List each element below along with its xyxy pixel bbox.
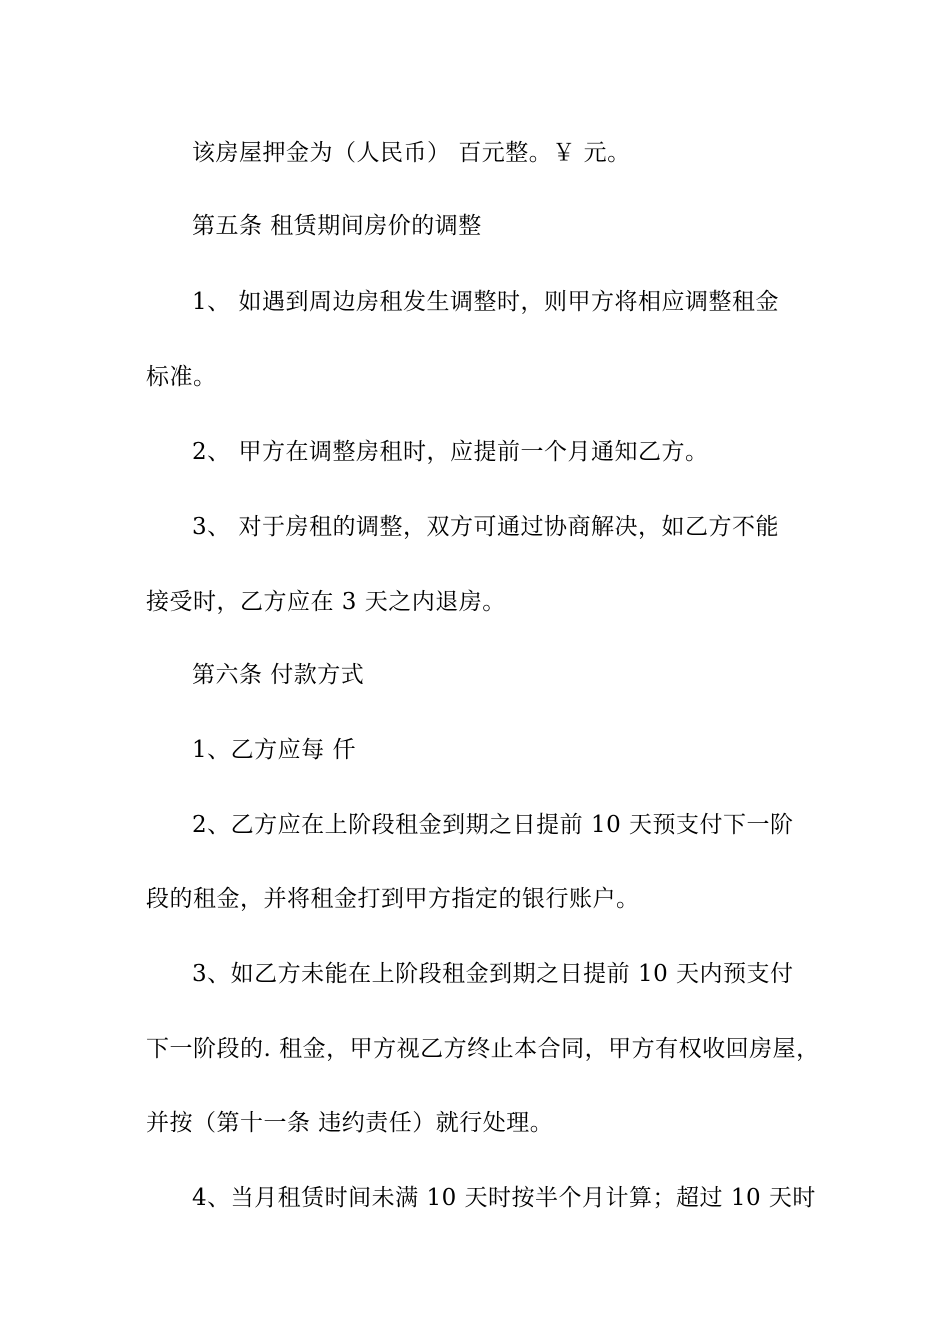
clause-5-1-line-1: 1、 如遇到周边房租发生调整时，则甲方将相应调整租金 — [192, 289, 779, 315]
article-6-heading: 第六条 付款方式 — [192, 662, 365, 688]
clause-6-2-line-1: 2、乙方应在上阶段租金到期之日提前 10 天预支付下一阶 — [192, 812, 794, 838]
clause-6-4-line-1: 4、当月租赁时间未满 10 天时按半个月计算；超过 10 天时 — [192, 1185, 816, 1211]
clause-6-3-line-2: 下一阶段的. 租金，甲方视乙方终止本合同，甲方有权收回房屋， — [146, 1036, 820, 1062]
clause-6-1: 1、乙方应每 仟 — [192, 737, 356, 763]
clause-5-3-line-2: 接受时，乙方应在 3 天之内退房。 — [146, 589, 506, 615]
clause-6-3-line-3: 并按（第十一条 违约责任）就行处理。 — [146, 1110, 554, 1136]
clause-6-2-line-2: 段的租金，并将租金打到甲方指定的银行账户。 — [146, 886, 640, 912]
deposit-line: 该房屋押金为（人民币） 百元整。￥ 元。 — [192, 140, 631, 166]
clause-6-3-line-1: 3、如乙方未能在上阶段租金到期之日提前 10 天内预支付 — [192, 961, 794, 987]
clause-5-3-line-1: 3、 对于房租的调整，双方可通过协商解决，如乙方不能 — [192, 514, 779, 540]
clause-5-1-line-2: 标准。 — [146, 364, 217, 390]
article-5-heading: 第五条 租赁期间房价的调整 — [192, 213, 482, 239]
clause-5-2: 2、 甲方在调整房租时，应提前一个月通知乙方。 — [192, 439, 709, 465]
